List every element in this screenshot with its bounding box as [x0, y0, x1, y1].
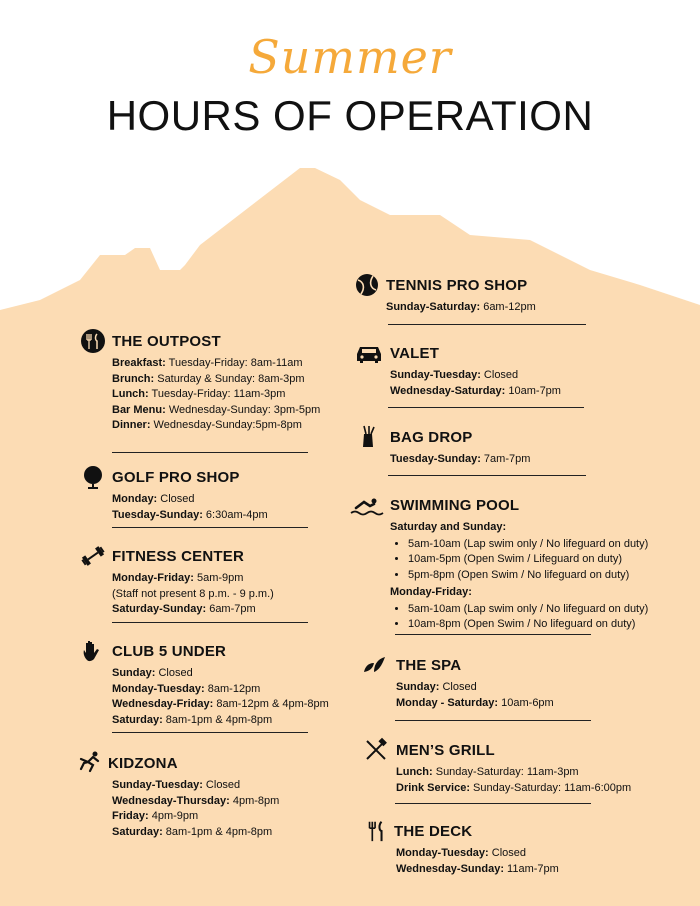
- hours-value: Closed: [480, 369, 519, 381]
- section-title: THE SPA: [396, 656, 462, 674]
- hours-label: Monday:: [112, 493, 158, 505]
- hours-value: 10am-6pm: [498, 696, 554, 709]
- section-swimming-pool: [350, 492, 670, 635]
- hours-line: [112, 356, 340, 372]
- hours-value: 8am-1pm & 4pm-8pm: [162, 825, 273, 838]
- golf-ball-icon: [80, 464, 106, 490]
- hours-line: [112, 602, 340, 618]
- hours-value: Sunday-Saturday: 11am-6:00pm: [469, 781, 632, 794]
- hours-line: [112, 508, 340, 524]
- hours-value: Closed: [439, 681, 477, 693]
- divider: [112, 622, 308, 623]
- list-item: • 5am-10am (Lap swim only / No lifeguard on duty): [408, 537, 670, 553]
- hours-label: Wednesday-Thursday:: [112, 794, 230, 807]
- hours-line: [396, 781, 662, 797]
- hours-line: [396, 696, 660, 712]
- section-title: VALET: [390, 344, 440, 362]
- section-golf-pro-shop: [80, 464, 340, 523]
- hours-label: Tuesday-Sunday:: [390, 453, 481, 465]
- section-title: THE OUTPOST: [112, 332, 221, 350]
- dining-icon: [80, 328, 106, 354]
- hours-value: 10am-7pm: [505, 384, 561, 397]
- hours-value: 11am-7pm: [504, 862, 559, 875]
- hours-line: [112, 418, 340, 434]
- hand-icon: [80, 638, 106, 664]
- hours-line: [396, 765, 662, 781]
- hours-label: Wednesday-Sunday:: [396, 862, 504, 875]
- golf-bag-icon: [354, 424, 384, 450]
- hours-line: [112, 387, 340, 403]
- section-kidzona: [76, 750, 356, 840]
- section-mens-grill: [362, 737, 662, 796]
- hours-label: Monday-Friday:: [112, 572, 194, 584]
- hours-line: [112, 697, 360, 713]
- section-club-5-under: [80, 638, 360, 728]
- hours-line: [112, 492, 340, 508]
- hours-label: Saturday:: [112, 713, 163, 726]
- list-item: • 5am-10am (Lap swim only / No lifeguard on duty): [408, 602, 670, 618]
- hours-label: Sunday-Tuesday:: [112, 779, 203, 791]
- hours-line: [112, 825, 356, 841]
- hours-value: 4pm-8pm: [229, 794, 280, 807]
- section-title: CLUB 5 UNDER: [112, 642, 227, 660]
- schedule-heading: Monday-Friday:: [390, 586, 472, 598]
- schedule-heading: Saturday and Sunday:: [390, 521, 507, 533]
- hours-value: Wednesday-Sunday: 3pm-5pm: [165, 403, 321, 416]
- hours-value: 8am-1pm & 4pm-8pm: [162, 713, 273, 726]
- hours-label: Breakfast:: [112, 357, 166, 369]
- hours-line: [390, 368, 654, 384]
- hours-line: [390, 452, 654, 468]
- hours-value: 4pm-9pm: [148, 810, 199, 822]
- hours-label: Brunch:: [112, 372, 155, 385]
- list-item: • 5pm-8pm (Open Swim / No lifeguard on duty): [408, 568, 670, 584]
- section-title: KIDZONA: [108, 754, 178, 772]
- divider: [395, 720, 591, 721]
- hours-value: 8am-12pm: [204, 682, 261, 695]
- hours-label: Sunday-Tuesday:: [390, 369, 481, 381]
- divider: [388, 407, 584, 408]
- hours-line: [390, 384, 654, 400]
- divider: [388, 475, 586, 476]
- hours-label: Tuesday-Sunday:: [112, 508, 203, 521]
- hours-value: (Staff not present 8 p.m. - 9 p.m.): [112, 587, 274, 600]
- section-title: GOLF PRO SHOP: [112, 468, 240, 486]
- hours-line: [112, 571, 340, 587]
- hours-line: [396, 862, 664, 878]
- divider: [112, 452, 308, 453]
- hours-label: Saturday:: [112, 825, 163, 838]
- hours-label: Wednesday-Saturday:: [390, 384, 506, 397]
- dumbbell-icon: [80, 543, 106, 569]
- hours-line: [112, 666, 360, 682]
- hours-line: [112, 403, 340, 419]
- hours-value: 6am-7pm: [206, 603, 256, 615]
- hours-label: Sunday:: [396, 681, 440, 693]
- hours-label: Monday - Saturday:: [396, 696, 499, 709]
- hours-value: 5am-9pm: [193, 572, 244, 584]
- grill-utensils-icon: [362, 737, 390, 763]
- hours-value: 6am-12pm: [480, 301, 536, 313]
- running-kid-icon: [76, 750, 102, 776]
- hours-label: Wednesday-Friday:: [112, 698, 214, 710]
- divider: [388, 324, 586, 325]
- hours-label: Dinner:: [112, 419, 151, 431]
- hours-line: [112, 794, 356, 810]
- hours-label: Lunch:: [112, 388, 149, 400]
- section-valet: [354, 340, 654, 399]
- hours-value: 6:30am-4pm: [202, 508, 268, 521]
- swimmer-icon: [350, 492, 384, 518]
- hours-label: Sunday-Saturday:: [386, 301, 481, 313]
- car-icon: [354, 340, 384, 366]
- hours-line: [112, 372, 340, 388]
- hours-value: Closed: [488, 847, 526, 859]
- hours-line: [112, 809, 356, 825]
- fork-knife-icon: [364, 818, 388, 844]
- page-title: HOURS OF OPERATION: [106, 92, 594, 139]
- divider: [112, 732, 308, 733]
- hours-line: [112, 682, 360, 698]
- leaf-icon: [360, 652, 390, 678]
- hours-value: Saturday & Sunday: 8am-3pm: [154, 372, 305, 385]
- divider: [112, 527, 308, 528]
- list-item: • 10am-5pm (Open Swim / Lifeguard on duty): [408, 552, 670, 568]
- hours-label: Sunday:: [112, 667, 156, 679]
- hours-label: Friday:: [112, 810, 149, 822]
- section-title: TENNIS PRO SHOP: [386, 276, 528, 294]
- section-bag-drop: [354, 424, 654, 468]
- hours-value: 8am-12pm & 4pm-8pm: [213, 698, 329, 710]
- hours-label: Monday-Tuesday:: [112, 682, 205, 695]
- section-title: BAG DROP: [390, 428, 473, 446]
- section-fitness-center: [80, 543, 340, 618]
- hours-value: 7am-7pm: [480, 453, 531, 465]
- hours-line: [112, 713, 360, 729]
- section-the-outpost: [80, 328, 340, 434]
- hours-label: Bar Menu:: [112, 403, 166, 416]
- section-the-spa: [360, 652, 660, 711]
- hours-line: [396, 680, 660, 696]
- hours-label: Drink Service:: [396, 781, 470, 794]
- hours-label: Monday-Tuesday:: [396, 847, 489, 859]
- script-title: Summer: [248, 30, 452, 84]
- hours-value: Tuesday-Friday: 11am-3pm: [148, 388, 286, 400]
- hours-value: Closed: [202, 779, 241, 791]
- hours-value: Closed: [155, 667, 193, 679]
- list-item: • 10am-8pm (Open Swim / No lifeguard on duty): [408, 617, 670, 633]
- hours-line: [396, 846, 664, 862]
- divider: [395, 634, 591, 635]
- hours-value: Closed: [157, 493, 195, 505]
- hours-value: Tuesday-Friday: 8am-11am: [165, 357, 303, 369]
- section-title: FITNESS CENTER: [112, 547, 244, 565]
- hours-line: [112, 778, 356, 794]
- hours-value: Sunday-Saturday: 11am-3pm: [432, 766, 579, 778]
- tennis-ball-icon: [354, 272, 380, 298]
- section-tennis-pro-shop: [354, 272, 654, 316]
- hours-label: Lunch:: [396, 766, 433, 778]
- hours-label: Saturday-Sunday:: [112, 603, 207, 615]
- section-the-deck: [364, 818, 664, 877]
- hours-line: [386, 300, 654, 316]
- section-title: SWIMMING POOL: [390, 496, 520, 514]
- divider: [395, 803, 591, 804]
- hours-value: Wednesday-Sunday:5pm-8pm: [150, 419, 302, 431]
- hours-line: [112, 587, 340, 603]
- section-title: MEN’S GRILL: [396, 741, 495, 759]
- section-title: THE DECK: [394, 822, 473, 840]
